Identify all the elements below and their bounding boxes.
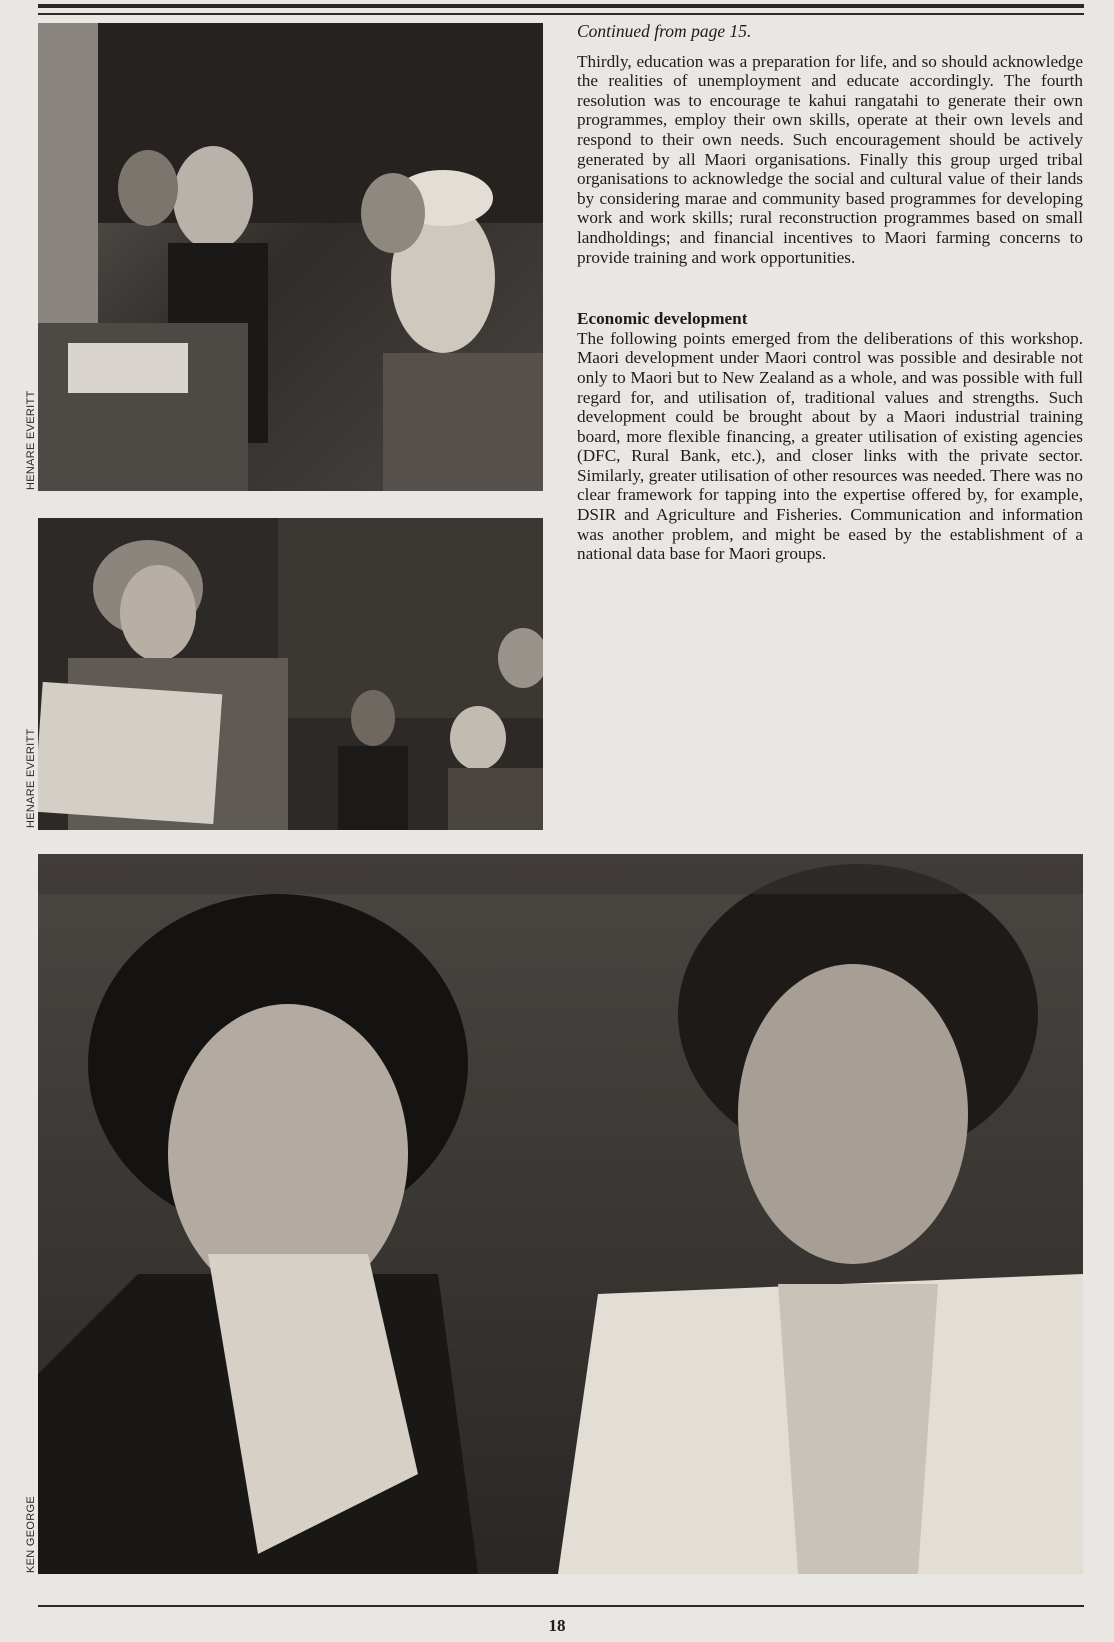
section-heading: Economic development bbox=[577, 309, 748, 329]
photo-credit: KEN GEORGE bbox=[25, 1496, 37, 1573]
top-rule-thin bbox=[38, 13, 1084, 15]
photo-credit: HENARE EVERITT bbox=[25, 728, 37, 828]
photo-credit: HENARE EVERITT bbox=[25, 390, 37, 490]
top-rule-thick bbox=[38, 4, 1084, 8]
photo-woman-speaking bbox=[38, 518, 543, 830]
page-number: 18 bbox=[548, 1616, 566, 1635]
article-column bbox=[577, 22, 1083, 564]
article-paragraph: Thirdly, education was a preparation for life, and so should acknowledge the realities of unemployment and educate accordingly. The fourth resolution was to encourage te kahui rangatahi to generate their own programmes, employ their own skills, operate at their own levels and respond to their own needs. Such encouragement should be actively generated by all Maori organisations. Finally this group urged tribal organisations to acknowledge the social and cultural value of their lands by considering marae and community based programmes for developing work and work skills; rural reconstruction programmes based on small landholdings; and financial incentives to Maori farming concerns to provide training and work opportunities. bbox=[577, 51, 1083, 267]
continued-note: Continued from page 15. bbox=[577, 21, 752, 41]
photo-young-people bbox=[38, 854, 1083, 1574]
article-paragraph: The following points emerged from the deliberations of this workshop. Maori development under Maori control was possible and desirable not only to Maori but to New Zealand as a whole, and was possible with full regard for, and utilisation of, traditional values and strengths. Such development could be brought about by a Maori industrial training board, more flexible financing, a greater utilisation of existing agencies (DFC, Rural Bank, etc.), and closer links with the private sector. Similarly, greater utilisation of other resources was needed. There was no clear framework for tapping into the expertise offered by, for example, DSIR and Agriculture and Fisheries. Communication and information was another problem, and might be eased by the establishment of a national data base for Maori groups. bbox=[577, 328, 1083, 564]
bottom-rule bbox=[38, 1605, 1084, 1607]
photo-delegates-seated bbox=[38, 23, 543, 491]
